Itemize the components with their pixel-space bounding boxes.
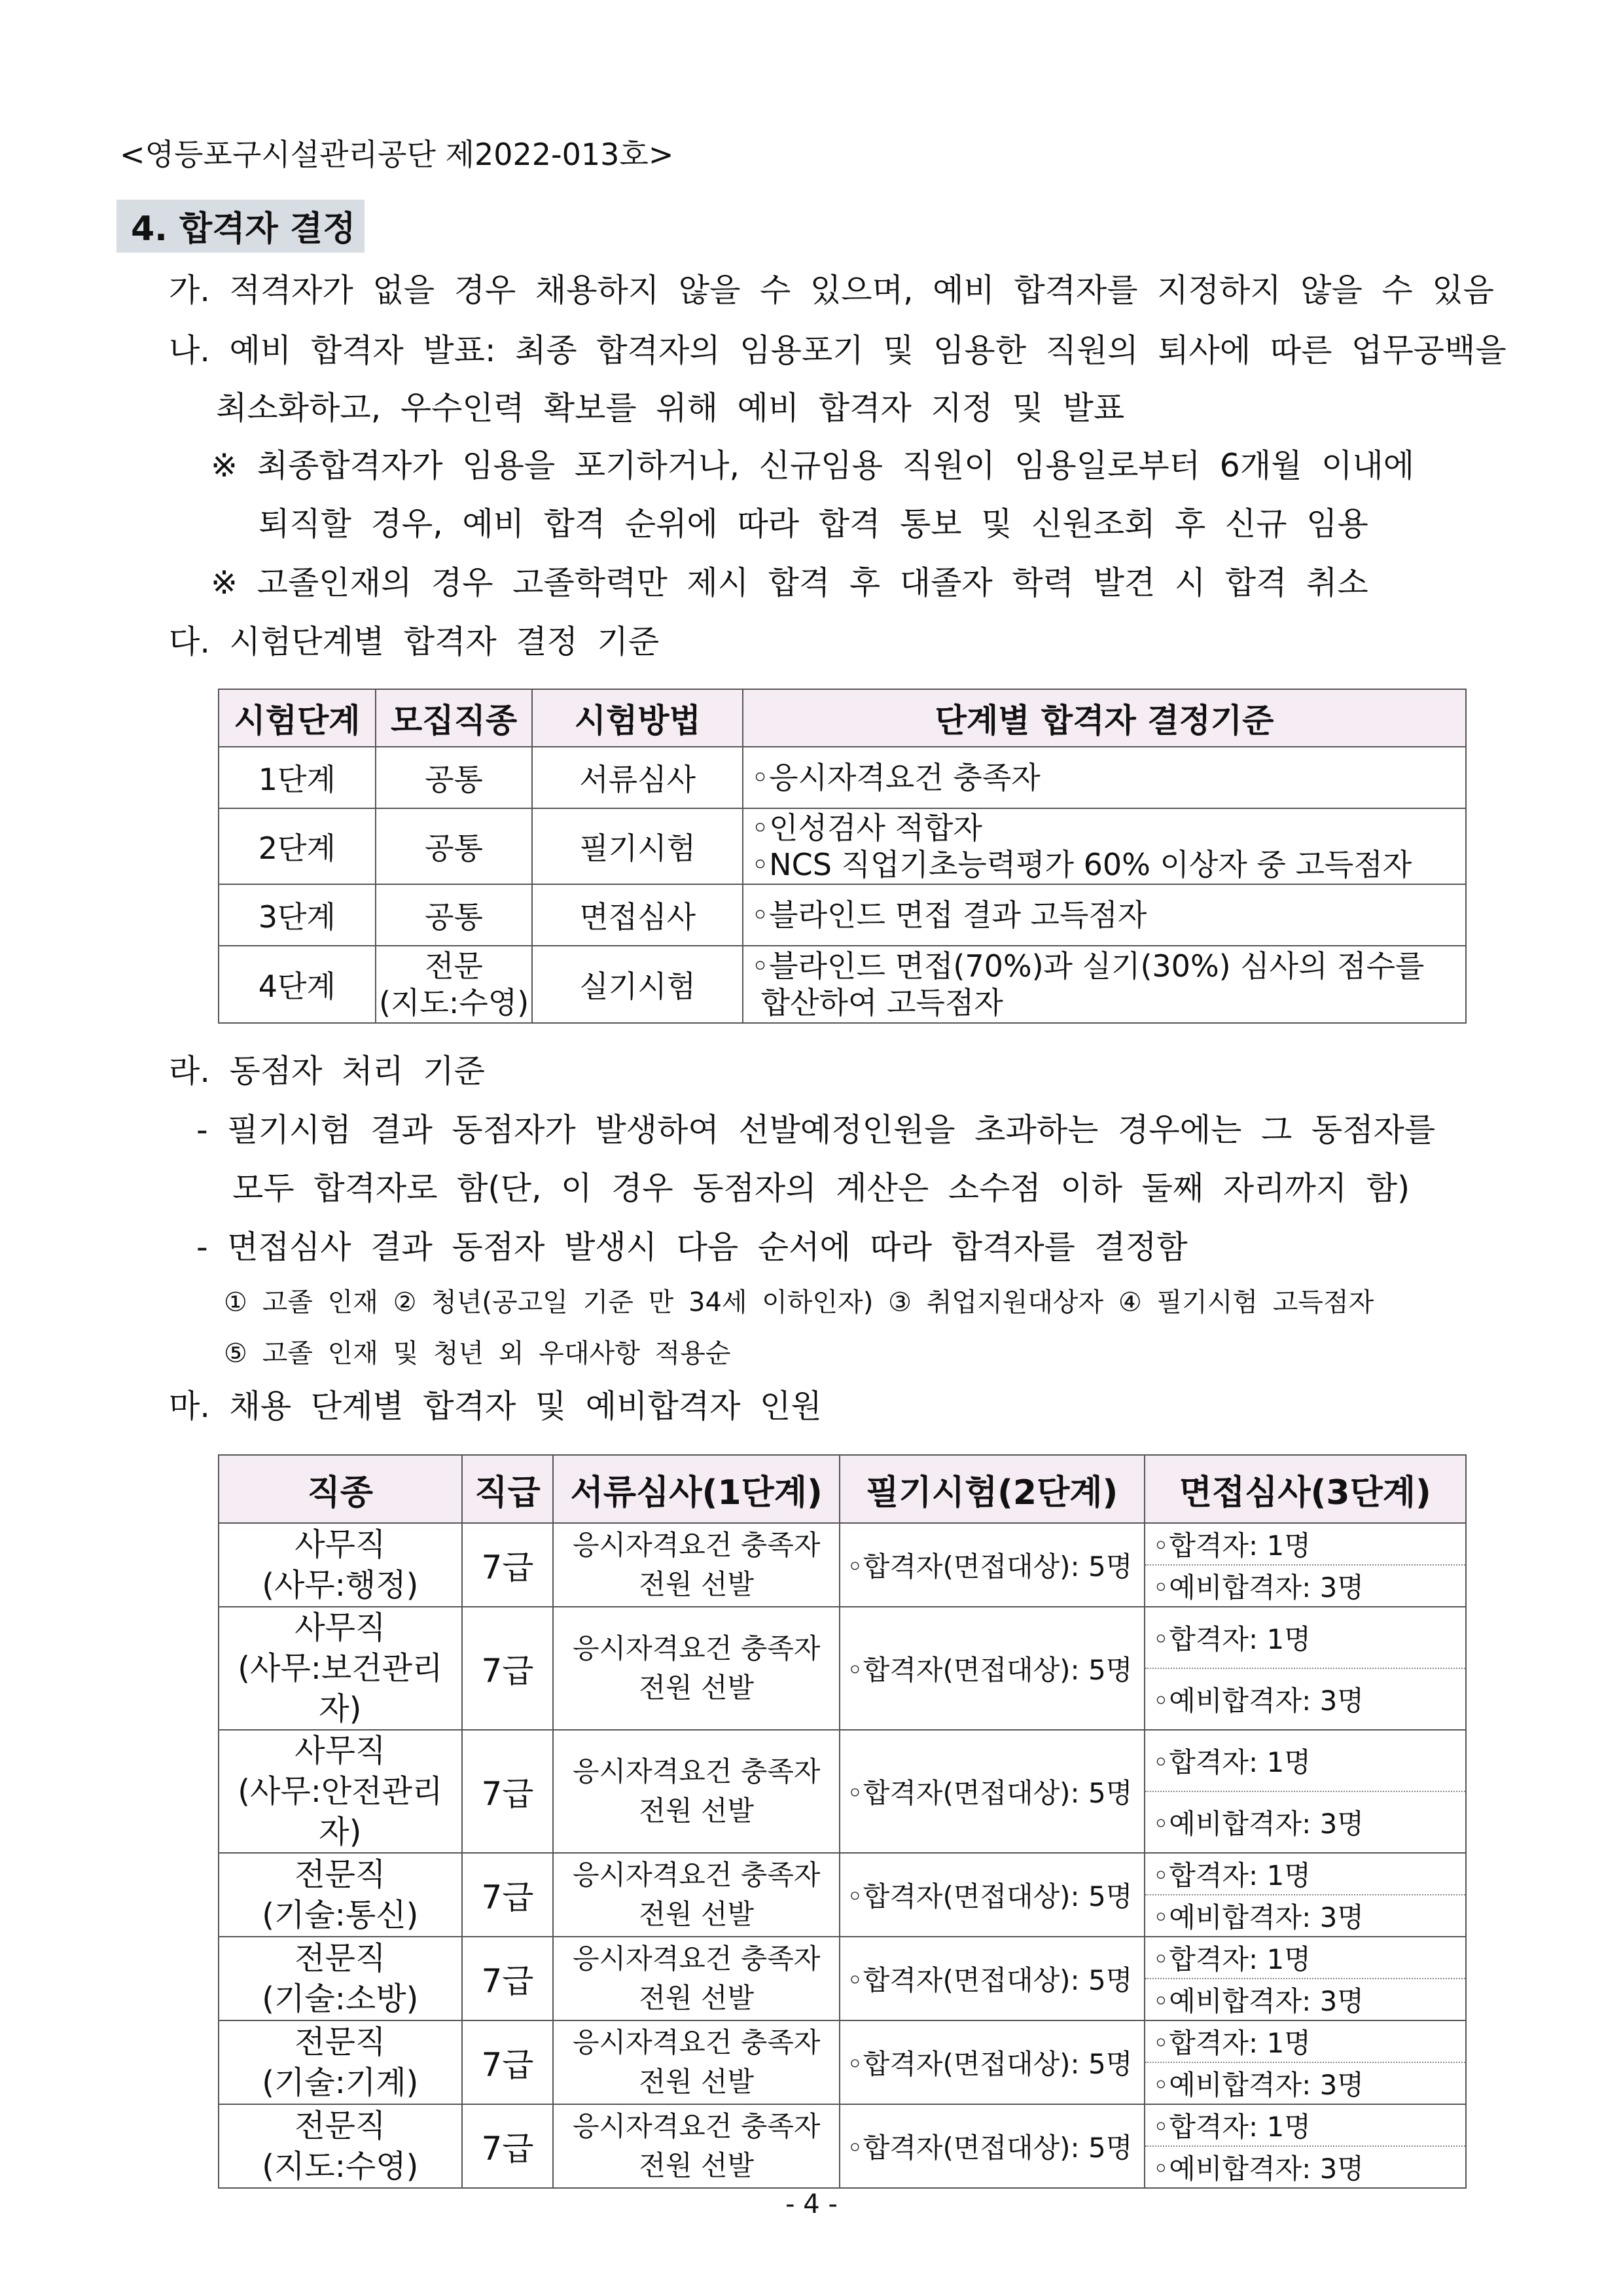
grade-cell: 7급: [462, 1523, 554, 1607]
job-cell: [376, 946, 533, 1023]
interview-reserve-cell: ◦예비합격자: 3명: [1145, 2146, 1467, 2188]
interview-reserve-cell: ◦예비합격자: 3명: [1145, 1979, 1467, 2020]
table-row: [219, 1523, 1466, 1565]
job-cell: [219, 2020, 462, 2104]
criteria-line: ◦응시자격요건 충족자: [751, 760, 1041, 795]
job-title: 사무직: [294, 1526, 386, 1563]
criteria-cell: [743, 808, 1466, 884]
interview-pass-cell: ◦합격자: 1명: [1145, 2104, 1467, 2146]
header-job: 모집직종: [376, 689, 533, 747]
document-stage-line: 전원 선발: [639, 1795, 755, 1827]
interview-reserve-cell: ◦예비합격자: 3명: [1145, 1791, 1467, 1853]
interview-reserve-cell: ◦예비합격자: 3명: [1145, 1565, 1467, 1607]
job-title: 전문직: [294, 1940, 386, 1977]
job-subtitle: (기술:소방): [262, 1981, 419, 2017]
document-stage-line: 전원 선발: [639, 1898, 755, 1930]
job-cell: 공통: [376, 884, 533, 946]
job-subtitle: (기술:기계): [262, 2064, 419, 2101]
table-row: [219, 1730, 1466, 1791]
interview-pass-cell: ◦합격자: 1명: [1145, 1853, 1467, 1895]
document-stage-cell: [553, 1730, 840, 1853]
note-graduate: ※ 고졸인재의 경우 고졸학력만 제시 합격 후 대졸자 학력 발견 시 합격 취소: [211, 564, 1368, 601]
section-title: 4. 합격자 결정: [116, 200, 365, 253]
written-stage-cell: ◦합격자(면접대상): 5명: [840, 1607, 1145, 1730]
job-subtitle: (사무:행정): [262, 1567, 419, 1604]
headcount-table: [218, 1454, 1467, 2189]
job-cell: [219, 1853, 462, 1937]
stage-cell: 1단계: [219, 747, 376, 808]
paragraph-na-line2: 최소화하고, 우수인력 확보를 위해 예비 합격자 지정 및 발표: [216, 389, 1125, 427]
table-header-row: [219, 689, 1466, 747]
interview-reserve-cell: ◦예비합격자: 3명: [1145, 1895, 1467, 1937]
job-subtitle: (기술:통신): [262, 1897, 419, 1933]
page-number: - 4 -: [785, 2189, 838, 2219]
header-criteria: 단계별 합격자 결정기준: [743, 689, 1466, 747]
job-subtitle: (사무:보건관리자): [238, 1650, 443, 1727]
header-stage: 시험단계: [219, 689, 376, 747]
document-stage-line: 전원 선발: [639, 2149, 755, 2181]
interview-reserve-cell: ◦예비합격자: 3명: [1145, 1668, 1467, 1730]
table-header-row: [219, 1455, 1466, 1523]
criteria-line: ◦블라인드 면접(70%)과 실기(30%) 심사의 점수를: [751, 948, 1425, 984]
job-title: 전문직: [294, 1856, 386, 1893]
criteria-cell: [743, 747, 1466, 808]
document-stage-line: 전원 선발: [639, 1672, 755, 1704]
method-cell: 서류심사: [532, 747, 743, 808]
paragraph-da: 다. 시험단계별 합격자 결정 기준: [169, 623, 660, 660]
header-written-stage: 필기시험(2단계): [840, 1455, 1145, 1523]
document-number: <영등포구시설관리공단 제2022-013호>: [120, 137, 674, 172]
criteria-line: 합산하여 고득점자: [751, 985, 1003, 1020]
document-stage-cell: [553, 1523, 840, 1607]
table-row: [219, 2020, 1466, 2062]
table-row: [219, 1937, 1466, 1979]
table-row: [219, 884, 1466, 946]
job-subtitle: (지도:수영): [262, 2148, 419, 2185]
interview-pass-cell: ◦합격자: 1명: [1145, 1523, 1467, 1565]
note-line2: 퇴직할 경우, 예비 합격 순위에 따라 합격 통보 및 신원조회 후 신규 임용: [259, 505, 1368, 543]
table-row: [219, 946, 1466, 1023]
method-cell: 실기시험: [532, 946, 743, 1023]
document-stage-cell: [553, 1937, 840, 2020]
job-line: 전문: [425, 948, 483, 984]
document-stage-line: 응시자격요건 충족자: [572, 1755, 821, 1787]
table-row: [219, 1607, 1466, 1668]
criteria-line: ◦블라인드 면접 결과 고득점자: [751, 897, 1147, 933]
paragraph-ma: 마. 채용 단계별 합격자 및 예비합격자 인원: [169, 1388, 822, 1425]
document-stage-cell: [553, 1853, 840, 1937]
grade-cell: 7급: [462, 1937, 554, 2020]
document-stage-line: 응시자격요건 충족자: [572, 2110, 821, 2142]
grade-cell: 7급: [462, 1853, 554, 1937]
document-stage-cell: [553, 2020, 840, 2104]
header-grade: 직급: [462, 1455, 554, 1523]
job-title: 사무직: [294, 1609, 386, 1646]
header-job: 직종: [219, 1455, 462, 1523]
interview-pass-cell: ◦합격자: 1명: [1145, 1607, 1467, 1668]
priority-order-line2: ⑤ 고졸 인재 및 청년 외 우대사항 적용순: [224, 1338, 731, 1369]
table-row: [219, 808, 1466, 884]
job-cell: 공통: [376, 747, 533, 808]
paragraph-ra: 라. 동점자 처리 기준: [169, 1052, 485, 1090]
job-cell: [219, 1730, 462, 1853]
document-stage-line: 응시자격요건 충족자: [572, 2026, 821, 2058]
document-stage-cell: [553, 1607, 840, 1730]
table-row: [219, 2104, 1466, 2146]
stage-cell: 2단계: [219, 808, 376, 884]
job-subtitle: (사무:안전관리자): [238, 1773, 443, 1850]
stage-cell: 3단계: [219, 884, 376, 946]
document-stage-line: 응시자격요건 충족자: [572, 1859, 821, 1891]
interview-reserve-cell: ◦예비합격자: 3명: [1145, 2062, 1467, 2104]
paragraph-ra-1b: 모두 합격자로 함(단, 이 경우 동점자의 계산은 소수점 이하 둘째 자리까지 함): [232, 1170, 1410, 1207]
method-cell: 면접심사: [532, 884, 743, 946]
header-method: 시험방법: [532, 689, 743, 747]
header-document-stage: 서류심사(1단계): [553, 1455, 840, 1523]
method-cell: 필기시험: [532, 808, 743, 884]
priority-order-line1: ① 고졸 인재 ② 청년(공고일 기준 만 34세 이하인자) ③ 취업지원대상자 ④ 필기시험 고득점자: [224, 1287, 1374, 1318]
table-row: [219, 747, 1466, 808]
stage-cell: 4단계: [219, 946, 376, 1023]
document-stage-line: 전원 선발: [639, 1568, 755, 1600]
written-stage-cell: ◦합격자(면접대상): 5명: [840, 1523, 1145, 1607]
criteria-cell: [743, 884, 1466, 946]
document-stage-line: 응시자격요건 충족자: [572, 1943, 821, 1975]
paragraph-ra-2: - 면접심사 결과 동점자 발생시 다음 순서에 따라 합격자를 결정함: [196, 1229, 1188, 1266]
document-stage-line: 응시자격요건 충족자: [572, 1529, 821, 1561]
job-title: 전문직: [294, 2108, 386, 2144]
written-stage-cell: ◦합격자(면접대상): 5명: [840, 1730, 1145, 1853]
written-stage-cell: ◦합격자(면접대상): 5명: [840, 2104, 1145, 2188]
grade-cell: 7급: [462, 2104, 554, 2188]
criteria-line: ◦인성검사 적합자: [751, 810, 982, 846]
job-cell: [219, 1607, 462, 1730]
paragraph-ra-1a: - 필기시험 결과 동점자가 발생하여 선발예정인원을 초과하는 경우에는 그 동점자를: [196, 1111, 1436, 1149]
job-cell: [219, 1523, 462, 1607]
job-cell: [219, 1937, 462, 2020]
grade-cell: 7급: [462, 1607, 554, 1730]
written-stage-cell: ◦합격자(면접대상): 5명: [840, 2020, 1145, 2104]
paragraph-na-line1: 나. 예비 합격자 발표: 최종 합격자의 임용포기 및 임용한 직원의 퇴사에 따른 업무공백을: [169, 332, 1507, 369]
document-stage-line: 전원 선발: [639, 1982, 755, 2014]
criteria-line: ◦NCS 직업기초능력평가 60% 이상자 중 고득점자: [751, 847, 1412, 882]
table-row: [219, 1853, 1466, 1895]
job-line: (지도:수영): [379, 985, 529, 1020]
header-interview-stage: 면접심사(3단계): [1145, 1455, 1467, 1523]
document-stage-line: 응시자격요건 충족자: [572, 1632, 821, 1664]
job-title: 전문직: [294, 2024, 386, 2060]
written-stage-cell: ◦합격자(면접대상): 5명: [840, 1853, 1145, 1937]
interview-pass-cell: ◦합격자: 1명: [1145, 1937, 1467, 1979]
grade-cell: 7급: [462, 2020, 554, 2104]
document-stage-cell: [553, 2104, 840, 2188]
paragraph-ga: 가. 적격자가 없을 경우 채용하지 않을 수 있으며, 예비 합격자를 지정하지 않을 수 있음: [169, 272, 1494, 309]
stage-criteria-table: [218, 689, 1467, 1024]
note-line1: ※ 최종합격자가 임용을 포기하거나, 신규임용 직원이 임용일로부터 6개월 이내에: [211, 447, 1415, 484]
interview-pass-cell: ◦합격자: 1명: [1145, 2020, 1467, 2062]
job-cell: 공통: [376, 808, 533, 884]
document-stage-line: 전원 선발: [639, 2066, 755, 2098]
criteria-cell: [743, 946, 1466, 1023]
job-cell: [219, 2104, 462, 2188]
written-stage-cell: ◦합격자(면접대상): 5명: [840, 1937, 1145, 2020]
interview-pass-cell: ◦합격자: 1명: [1145, 1730, 1467, 1791]
job-title: 사무직: [294, 1732, 386, 1769]
grade-cell: 7급: [462, 1730, 554, 1853]
